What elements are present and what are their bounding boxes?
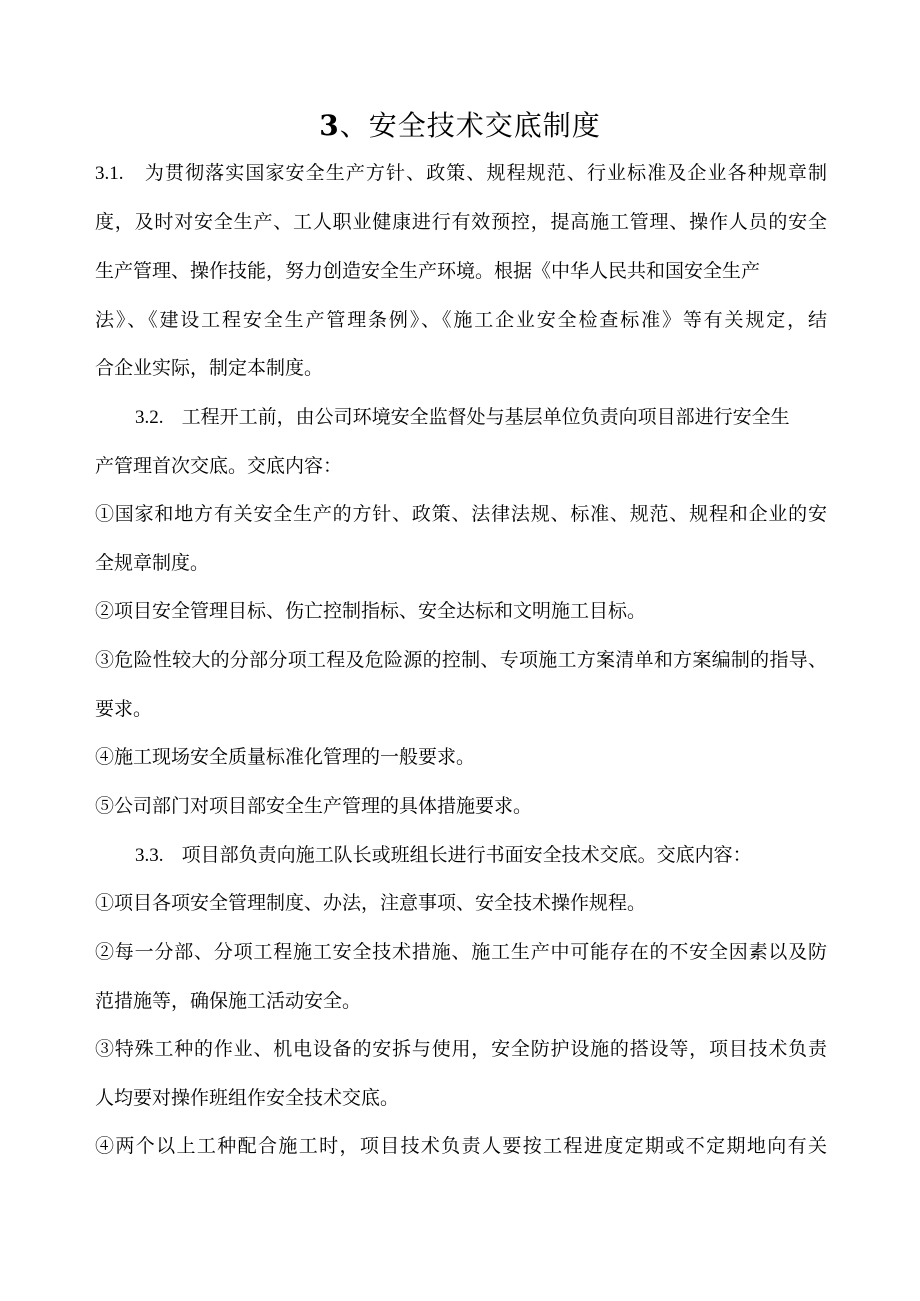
text-line: 要求。 [95, 698, 153, 720]
list-item-line: ②每一分部、分项工程施工安全技术措施、施工生产中可能存在的不安全因素以及防 [95, 941, 827, 963]
list-item-line: ②项目安全管理目标、伤亡控制指标、安全达标和文明施工目标。 [95, 600, 647, 622]
list-item-line: ⑤公司部门对项目部安全生产管理的具体措施要求。 [95, 795, 533, 817]
text-line: 法》、《建设工程安全生产管理条例》、《施工企业安全检查标准》等有关规定，结 [95, 309, 827, 331]
list-item-line: ③特殊工种的作业、机电设备的安拆与使用，安全防护设施的搭设等，项目技术负责 [95, 1038, 827, 1060]
page-title [0, 102, 920, 150]
title-text: 、安全技术交底制度 [339, 109, 601, 142]
text-line [135, 840, 752, 871]
list-item-line: ④两个以上工种配合施工时，项目技术负责人要按工程进度定期或不定期地向有关 [95, 1135, 827, 1157]
section-number: 3.3. [135, 845, 164, 866]
list-item-line: ①国家和地方有关安全生产的方针、政策、法律法规、标准、规范、规程和企业的安 [95, 503, 827, 525]
text-line: 度，及时对安全生产、工人职业健康进行有效预控，提高施工管理、操作人员的安全 [95, 211, 827, 233]
text-line: 全规章制度。 [95, 552, 210, 574]
section-number: 3.2. [135, 407, 164, 428]
text-line: 生产管理、操作技能，努力创造安全生产环境。根据《中华人民共和国安全生产 [95, 260, 761, 282]
section-number: 3.1. [95, 163, 124, 184]
text-line: 合企业实际，制定本制度。 [95, 357, 324, 379]
text-line [95, 158, 827, 189]
text-line [135, 402, 790, 433]
text-line: 范措施等，确保施工活动安全。 [95, 990, 362, 1012]
list-item-line: ④施工现场安全质量标准化管理的一般要求。 [95, 746, 476, 768]
line-text: 工程开工前，由公司环境安全监督处与基层单位负责向项目部进行安全生 [181, 406, 790, 428]
list-item-line: ③危险性较大的分部分项工程及危险源的控制、专项施工方案清单和方案编制的指导、 [95, 649, 827, 671]
title-number: 3 [319, 109, 340, 142]
line-text: 项目部负责向施工队长或班组长进行书面安全技术交底。交底内容： [181, 844, 752, 866]
line-text: 为贯彻落实国家安全生产方针、政策、规程规范、行业标准及企业各种规章制 [144, 162, 827, 184]
text-line: 产管理首次交底。交底内容： [95, 455, 343, 477]
text-line: 人均要对操作班组作安全技术交底。 [95, 1087, 400, 1109]
list-item-line: ①项目各项安全管理制度、办法，注意事项、安全技术操作规程。 [95, 892, 647, 914]
